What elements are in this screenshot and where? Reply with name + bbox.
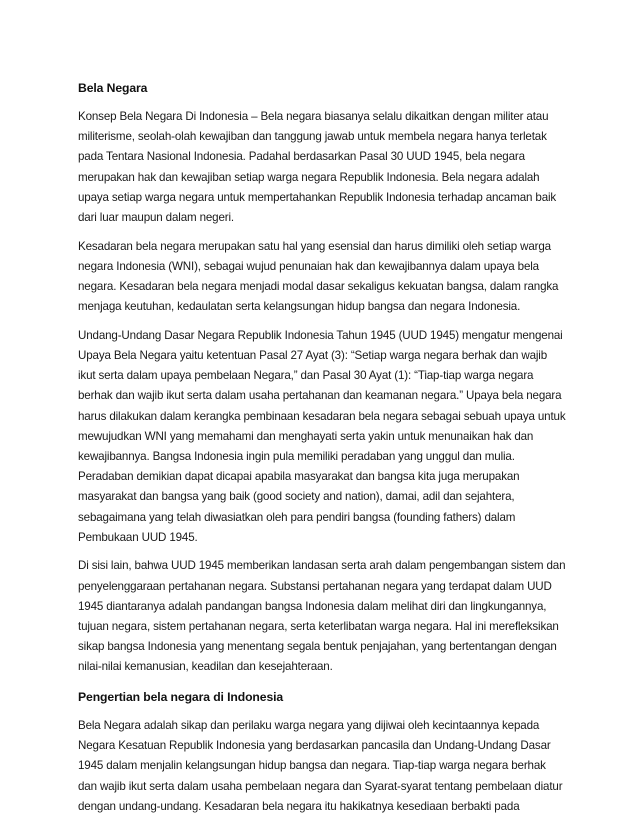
paragraph-pertahanan-negara: Di sisi lain, bahwa UUD 1945 memberikan landasan serta arah dalam pengembangan sistem dan penyelenggaraan pertahanan negara. Substansi pertahanan negara yang terdapat dalam UUD 1945 diantaranya adalah pandangan bangsa Indonesia dalam melihat diri dan lingkungannya, tujuan negara, sistem pertahanan negara, serta keterlibatan warga negara. Hal ini merefleksikan sikap bangsa Indonesia yang menentang segala bentuk penjajahan, yang bertentangan dengan nilai-nilai kemanusian, keadilan dan kesejahteraan. xyxy=(78,559,566,674)
paragraph-uud-1945-upaya-bela-negara: Undang-Undang Dasar Negara Republik Indonesia Tahun 1945 (UUD 1945) mengatur mengenai Upaya Bela Negara yaitu ketentuan Pasal 27 Ayat (3): “Setiap warga negara berhak dan wajib ikut serta dalam upaya pembelaan Negara,” dan Pasal 30 Ayat (1): “Tiap-tiap warga negara berhak dan wajib ikut serta dalam usaha pertahanan dan keamanan negara.” Upaya bela negara harus dilakukan dalam kerangka pembinaan kesadaran bela negara sebagai sebuah upaya untuk mewujudkan WNI yang memahami dan menghayati serta yakin untuk menunaikan hak dan kewajibannya. Bangsa Indonesia ingin pula memiliki peradaban yang unggul dan mulia. Peradaban demikian dapat dicapai apabila masyarakat dan bangsa kita juga merupakan masyarakat dan bangsa yang baik (good society and nation), damai, adil dan sejahtera, sebagaimana yang telah diwasiatkan oleh para pendiri bangsa (founding fathers) dalam Pembukaan UUD 1945. xyxy=(78,328,566,544)
paragraph-pengertian-bela-negara: Bela Negara adalah sikap dan perilaku warga negara yang dijiwai oleh kecintaannya kepada Negara Kesatuan Republik Indonesia yang berdasarkan pancasila dan Undang-Undang Dasar 1945 dalam menjalin kelangsungan hidup bangsa dan negara. Tiap-tiap warga negara berhak dan wajib ikut serta dalam usaha pembelaan negara dan Syarat-syarat tentang pembelaan diatur dengan undang-undang. Kesadaran bela negara itu hakikatnya kesediaan berbakti pada xyxy=(78,719,563,813)
document-body xyxy=(78,68,566,825)
paragraph-konsep-bela-negara: Konsep Bela Negara Di Indonesia – Bela negara biasanya selalu dikaitkan dengan militer atau militerisme, seolah-olah kewajiban dan tanggung jawab untuk membela negara hanya terletak pada Tentara Nasional Indonesia. Padahal berdasarkan Pasal 30 UUD 1945, bela negara merupakan hak dan kewajiban setiap warga negara Republik Indonesia. Bela negara adalah upaya setiap warga negara untuk mempertahankan Republik Indonesia terhadap ancaman baik dari luar maupun dalam negeri. xyxy=(78,110,557,225)
document-title: Bela Negara xyxy=(78,81,148,95)
paragraph-kesadaran-bela-negara: Kesadaran bela negara merupakan satu hal yang esensial dan harus dimiliki oleh setiap warga negara Indonesia (WNI), sebagai wujud penunaian hak dan kewajibannya dalam upaya bela negara. Kesadaran bela negara menjadi modal dasar sekaligus kekuatan bangsa, dalam rangka menjaga keutuhan, kedaulatan serta kelangsungan hidup bangsa dan negara Indonesia. xyxy=(78,239,559,314)
section-heading-pengertian: Pengertian bela negara di Indonesia xyxy=(78,690,284,705)
